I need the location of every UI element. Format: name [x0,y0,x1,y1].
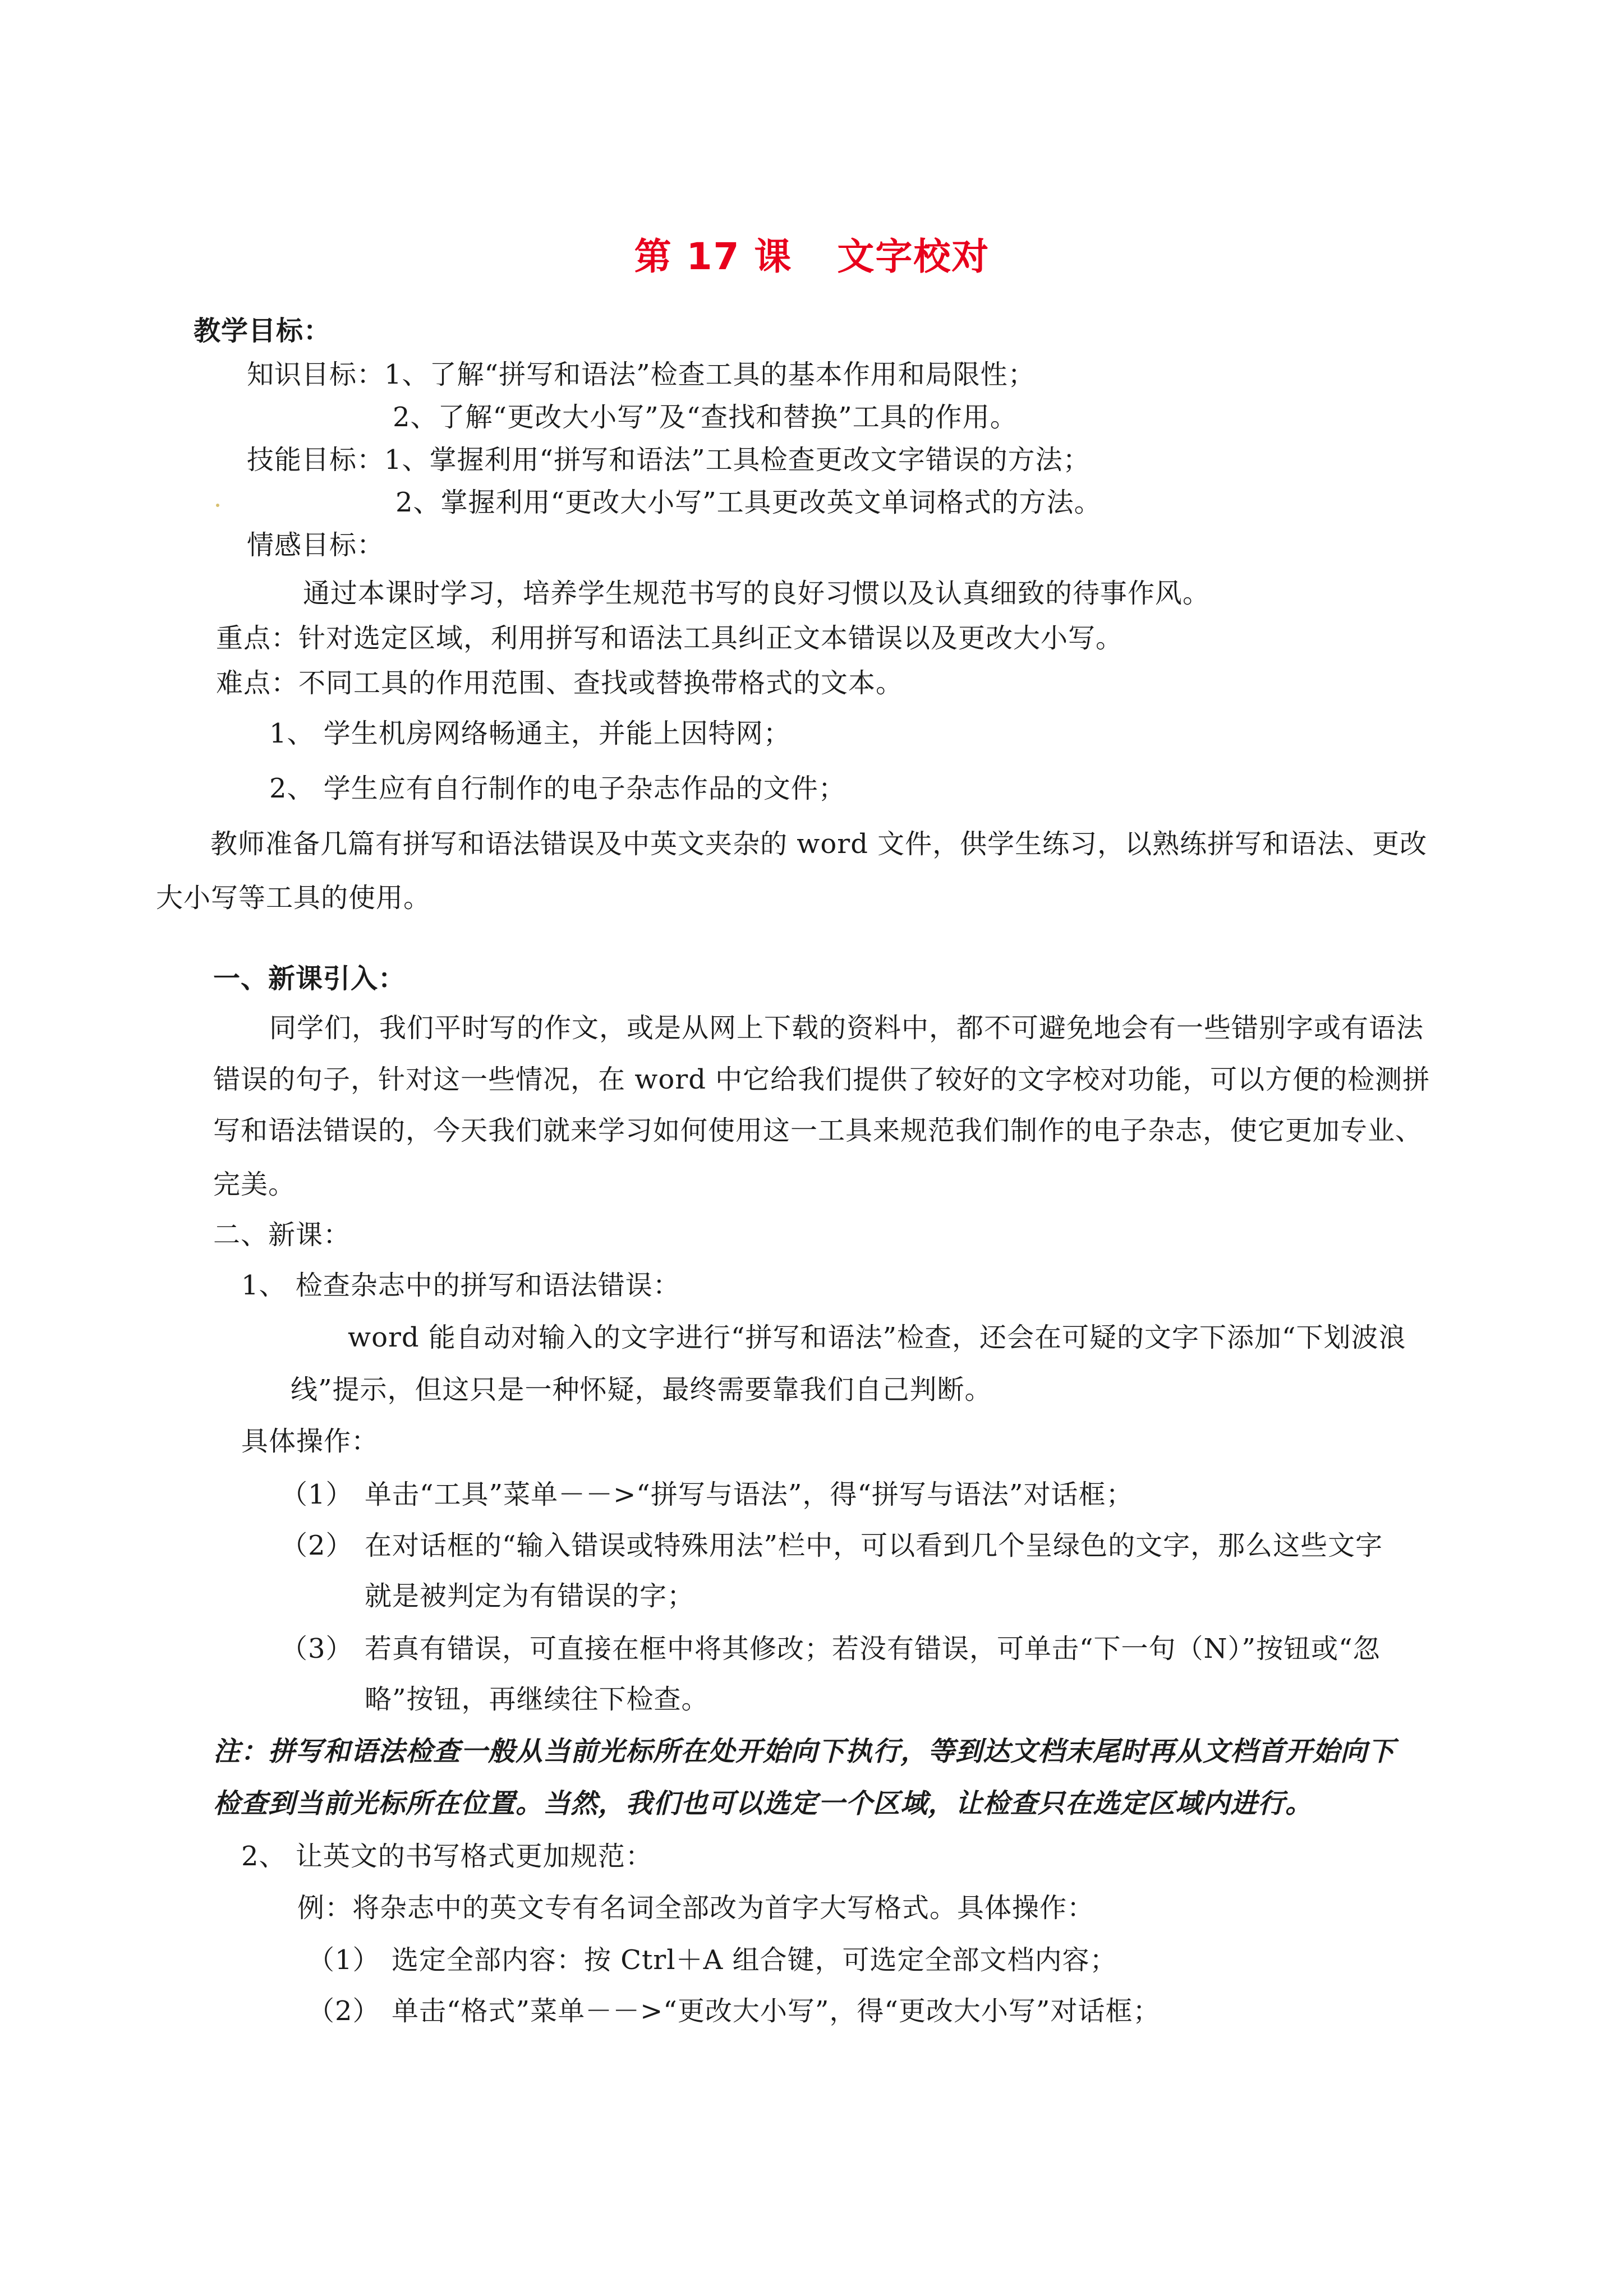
section-1-desc-1: word 能自动对输入的文字进行“拼写和语法”检查，还会在可疑的文字下添加“下划波浪 [348,1322,1406,1353]
operations-label: 具体操作： [241,1426,379,1457]
note-line-2: 检查到当前光标所在位置。当然，我们也可以选定一个区域，让检查只在选定区域内进行。 [213,1788,1313,1819]
preparation-item-1: 1、 学生机房网络畅通主，并能上因特网； [269,718,791,749]
intro-line-4: 完美。 [213,1169,296,1200]
step-2-number: （2） [280,1530,353,1561]
step-1-text: 单击“工具”菜单－－>“拼写与语法”，得“拼写与语法”对话框； [365,1479,1134,1510]
lesson-number: 第 17 课 [634,235,793,278]
section-2-step-2 [307,1994,1160,2028]
step-1 [280,1478,1133,1511]
lesson-title [0,234,1624,279]
skill-objective-1: 技能目标：1、掌握利用“拼写和语法”工具检查更改文字错误的方法； [247,444,1091,476]
section-2-step-1-text: 选定全部内容：按 Ctrl＋A 组合键，可选定全部文档内容； [392,1944,1117,1976]
step-3-number: （3） [280,1633,353,1665]
section-2-step-1-number: （1） [307,1944,380,1976]
lesson-name: 文字校对 [837,235,990,278]
knowledge-objective-2: 2、了解“更改大小写”及“查找和替换”工具的作用。 [393,402,1018,433]
preparation-item-2: 2、 学生应有自行制作的电子杂志作品的文件； [269,773,846,804]
section-2-title: 2、 让英文的书写格式更加规范： [241,1841,653,1872]
note-line-1: 注：拼写和语法检查一般从当前光标所在处开始向下执行，等到达文档末尾时再从文档首开始向下 [213,1736,1396,1767]
step-3-text-1: 若真有错误，可直接在框中将其修改；若没有错误，可单击“下一句（N）”按钮或“忽 [365,1633,1381,1665]
section-1-desc-2: 线”提示，但这只是一种怀疑，最终需要靠我们自己判断。 [291,1374,992,1405]
step-3 [280,1632,1381,1666]
intro-line-2: 错误的句子，针对这一些情况，在 word 中它给我们提供了较好的文字校对功能，可以方便的检测拼 [213,1064,1430,1095]
stray-mark [216,504,219,507]
intro-heading: 一、新课引入： [213,963,406,994]
section-2-step-2-text: 单击“格式”菜单－－>“更改大小写”，得“更改大小写”对话框； [392,1995,1161,2027]
step-2-text-1: 在对话框的“输入错误或特殊用法”栏中，可以看到几个呈绿色的文字，那么这些文字 [365,1530,1383,1561]
skill-objective-2: 2、掌握利用“更改大小写”工具更改英文单词格式的方法。 [395,487,1102,518]
section-1-title: 1、 检查杂志中的拼写和语法错误： [241,1270,680,1301]
step-2 [280,1529,1383,1562]
key-point: 重点：针对选定区域，利用拼写和语法工具纠正文本错误以及更改大小写。 [216,623,1124,654]
emotion-objective-text: 通过本课时学习，培养学生规范书写的良好习惯以及认真细致的待事作风。 [303,578,1211,609]
difficulty: 难点：不同工具的作用范围、查找或替换带格式的文本。 [216,667,904,699]
step-1-number: （1） [280,1479,353,1510]
knowledge-objective-1: 知识目标：1、了解“拼写和语法”检查工具的基本作用和局限性； [247,359,1036,390]
step-2-text-2: 就是被判定为有错误的字； [365,1580,695,1612]
teacher-preparation-line-1: 教师准备几篇有拼写和语法错误及中英文夹杂的 word 文件，供学生练习，以熟练拼写和语法、更改 [210,828,1428,860]
intro-line-1: 同学们，我们平时写的作文，或是从网上下载的资料中，都不可避免地会有一些错别字或有语法 [269,1012,1424,1044]
section-2-step-1 [307,1943,1117,1977]
step-3-text-2: 略”按钮，再继续往下检查。 [365,1684,709,1715]
new-lesson-heading: 二、新课： [213,1219,351,1251]
section-2-step-2-number: （2） [307,1995,380,2027]
emotion-objective-label: 情感目标： [247,529,385,561]
objectives-heading: 教学目标： [194,315,332,347]
section-2-example: 例：将杂志中的英文专有名词全部改为首字大写格式。具体操作： [297,1892,1095,1924]
teacher-preparation-line-2: 大小写等工具的使用。 [156,882,431,914]
intro-line-3: 写和语法错误的，今天我们就来学习如何使用这一工具来规范我们制作的电子杂志，使它更加专业、 [213,1115,1423,1146]
